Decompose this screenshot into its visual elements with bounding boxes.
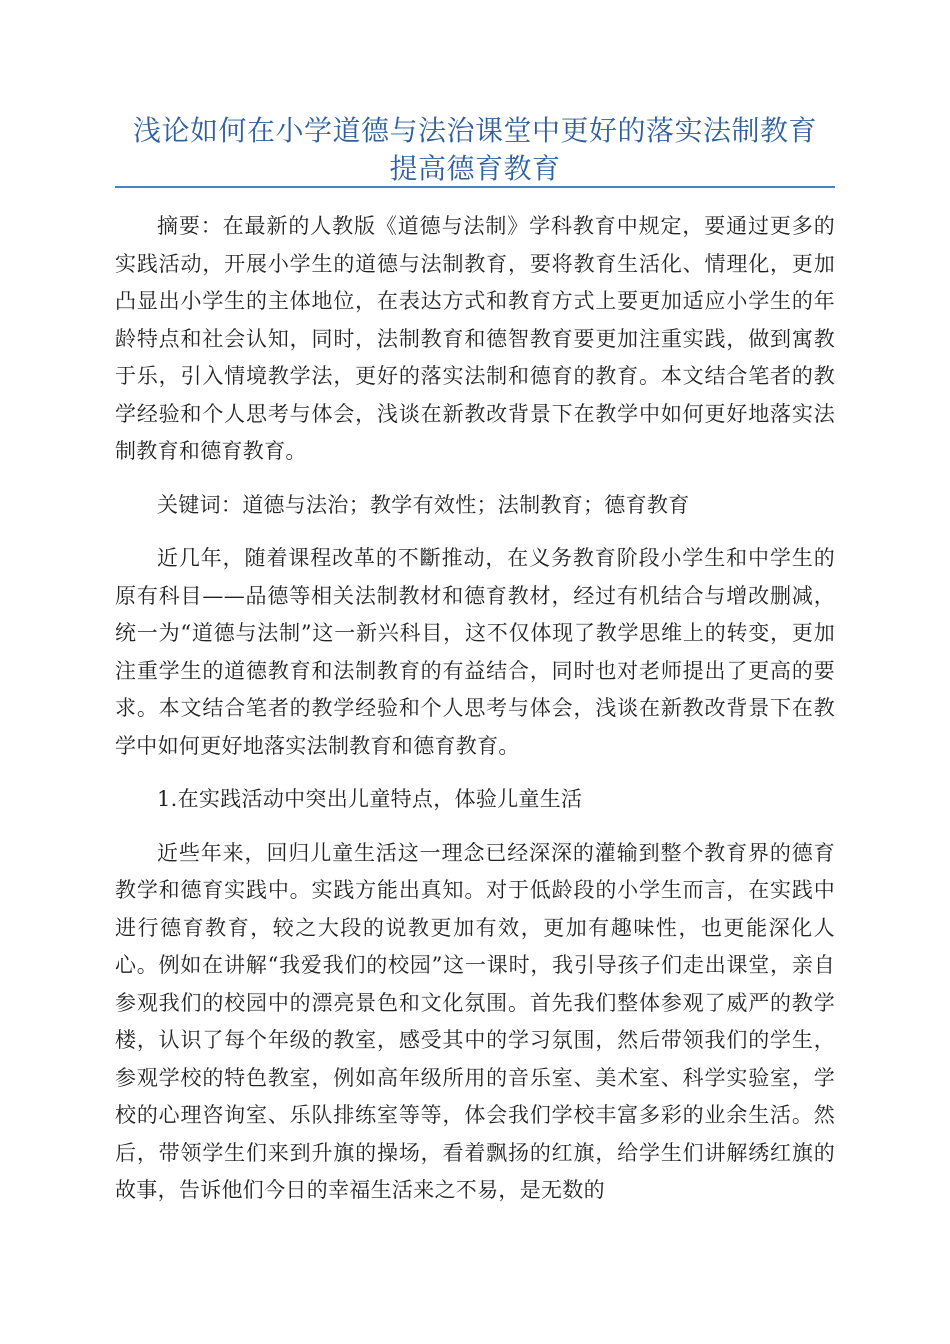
abstract-paragraph: 摘要：在最新的人教版《道德与法制》学科教育中规定，要通过更多的实践活动，开展小学生的道德与法制教育，要将教育生活化、情理化，更加凸显出小学生的主体地位，在表达方式和教育方式上要更加适应小学生的年龄特点和社会认知，同时，法制教育和德智教育要更加注重实践，做到寓教于乐，引入情境教学法，更好的落实法制和德育的教育。本文结合笔者的教学经验和个人思考与体会，浅谈在新教改背景下在教学中如何更好地落实法制教育和德育教育。: [115, 214, 835, 463]
section-1-body: 近些年来，回归儿童生活这一理念已经深深的灌输到整个教育界的德育教学和德育实践中。实践方能出真知。对于低龄段的小学生而言，在实践中进行德育教育，较之大段的说教更加有效，更加有趣味性，也更能深化人心。例如在讲解“我爱我们的校园”这一课时，我引导孩子们走出课堂，亲自参观我们的校园中的漂亮景色和文化氛围。首先我们整体参观了威严的教学楼，认识了每个年级的教室，感受其中的学习氛围，然后带领我们的学生，参观学校的特色教室，例如高年级所用的音乐室、美术室、科学实验室，学校的心理咨询室、乐队排练室等等，体会我们学校丰富多彩的业余生活。然后，带领学生们来到升旗的操场，看着飘扬的红旗，给学生们讲解绣红旗的故事，告诉他们今日的幸福生活来之不易，是无数的: [115, 840, 835, 1202]
document-title: [115, 112, 835, 188]
section-1-heading: 1.在实践活动中突出儿童特点，体验儿童生活: [157, 787, 583, 811]
keywords-paragraph: 关键词：道德与法治；教学有效性；法制教育；德育教育: [157, 492, 690, 517]
title-divider: [115, 186, 835, 188]
title-line-2: 提高德育教育: [389, 152, 561, 185]
title-line-1: 浅论如何在小学道德与法治课堂中更好的落实法制教育: [132, 114, 817, 147]
intro-paragraph: 近几年，随着课程改革的不斷推动，在义务教育阶段小学生和中学生的原有科目——品德等相关法制教材和德育教材，经过有机结合与增改删减，统一为“道德与法制”这一新兴科目，这不仅体现了教学思维上的转变，更加注重学生的道德教育和法制教育的有益结合，同时也对老师提出了更高的要求。本文结合笔者的教学经验和个人思考与体会，浅谈在新教改背景下在教学中如何更好地落实法制教育和德育教育。: [115, 546, 835, 758]
document-body: [115, 208, 835, 1226]
